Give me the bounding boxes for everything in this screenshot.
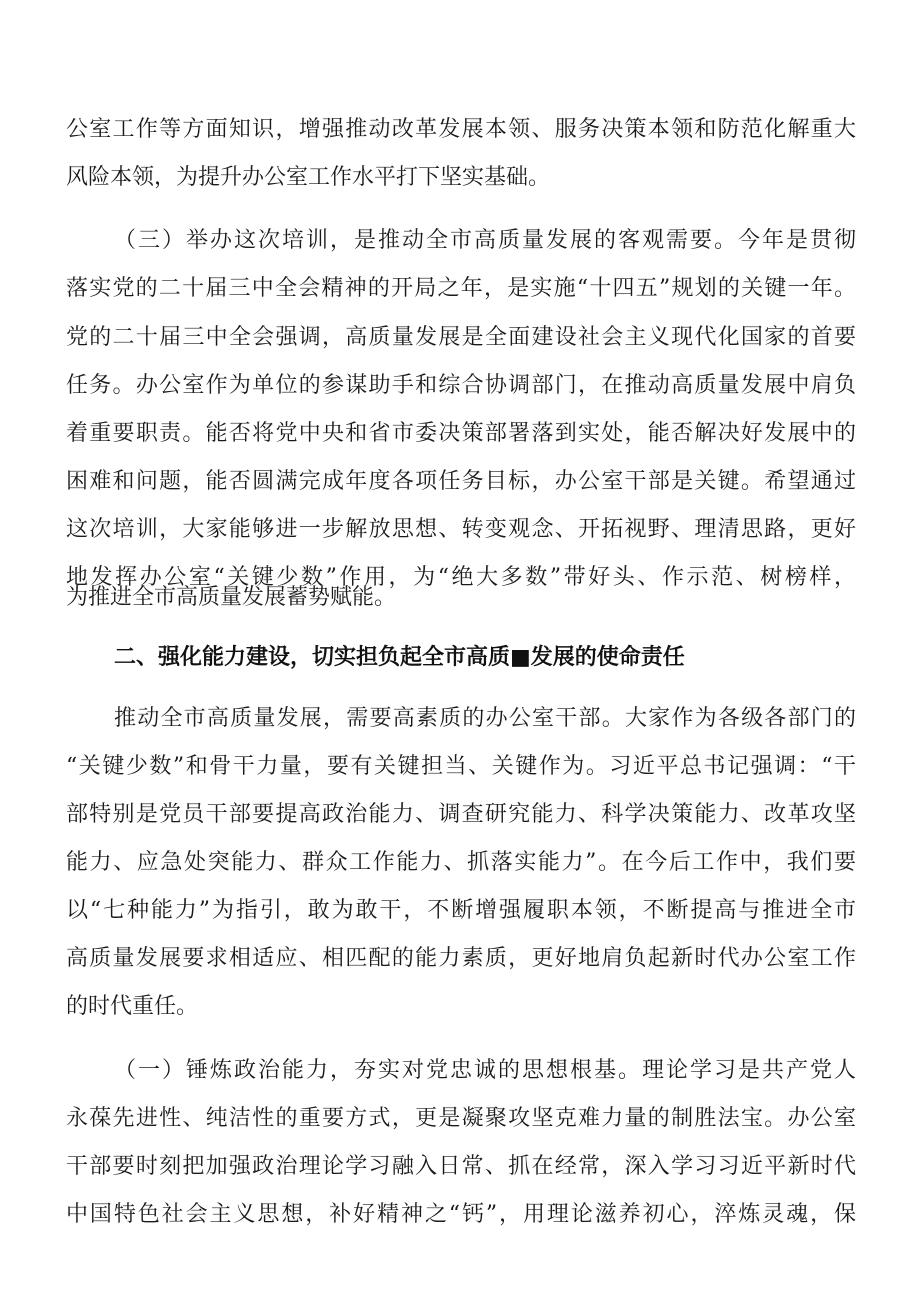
paragraph-line: 以“七种能力”为指引，敢为敢干，不断增强履职本领，不断提高与推进全市 [66,898,856,923]
paragraph-line: 任务。办公室作为单位的参谋助手和综合协调部门，在推动高质量发展中肩负 [66,373,856,398]
paragraph-line: 困难和问题，能否圆满完成年度各项任务目标，办公室干部是关键。希望通过 [66,469,856,494]
paragraph-line: 这次培训，大家能够进一步解放思想、转变观念、开拓视野、理清思路，更好 [66,517,856,542]
paragraph-line: 推动全市高质量发展，需要高素质的办公室干部。大家作为各级各部门的 [114,706,856,731]
paragraph-line: 落实党的二十届三中全会精神的开局之年，是实施“十四五”规划的关键一年。 [66,276,856,301]
section-heading: 二、强化能力建设，切实担负起全市高质■发展的使命责任 [114,645,685,670]
paragraph-line: 高质量发展要求相适应、相匹配的能力素质，更好地肩负起新时代办公室工作 [66,946,856,971]
paragraph-line: 能力、应急处突能力、群众工作能力、抓落实能力”。在今后工作中，我们要 [66,850,856,875]
paragraph-line: （一）锤炼政治能力，夯实对党忠诚的思想根基。理论学习是共产党人 [114,1058,856,1083]
paragraph-line: 中国特色社会主义思想，补好精神之“钙”，用理论滋养初心，淬炼灵魂，保 [66,1202,856,1227]
paragraph-line: “关键少数”和骨干力量，要有关键担当、关键作为。习近平总书记强调：“干 [66,754,856,779]
paragraph-line: 的时代重任。 [66,994,199,1019]
paragraph-line: （三）举办这次培训，是推动全市高质量发展的客观需要。今年是贯彻 [114,228,856,253]
paragraph-line: 风险本领，为提升办公室工作水平打下坚实基础。 [66,165,551,190]
paragraph-line: 公室工作等方面知识，增强推动改革发展本领、服务决策本领和防范化解重大 [66,117,856,142]
paragraph-line: 部特别是党员干部要提高政治能力、调查研究能力、科学决策能力、改革攻坚 [66,802,856,827]
paragraph-line: 为推进全市高质量发展蓄势赋能。 [66,585,397,610]
paragraph-line: 地发挥办公室“关键少数”作用，为“绝大多数”带好头、作示范、树榜样， [66,565,856,590]
paragraph-line: 干部要时刻把加强政治理论学习融入日常、抓在经常，深入学习习近平新时代 [66,1154,856,1179]
paragraph-line: 永葆先进性、纯洁性的重要方式，更是凝聚攻坚克难力量的制胜法宝。办公室 [66,1106,856,1131]
paragraph-line: 着重要职责。能否将党中央和省市委决策部署落到实处，能否解决好发展中的 [66,421,856,446]
paragraph-line: 党的二十届三中全会强调，高质量发展是全面建设社会主义现代化国家的首要 [66,325,856,350]
